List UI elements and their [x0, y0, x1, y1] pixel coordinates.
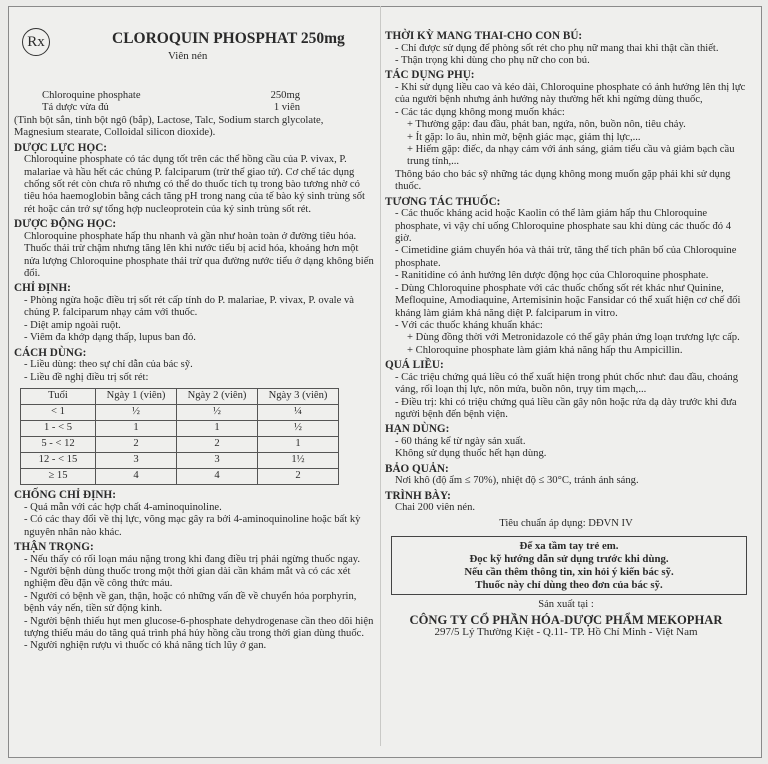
interaction-sub-item: + Dùng đồng thời với Metronidazole có thể gây phản ứng loạn trương lực cấp. [407, 332, 740, 344]
dosage-table [20, 388, 339, 485]
column-header: Ngày 2 (viên) [177, 389, 258, 405]
presentation-text: Chai 200 viên nén. [395, 502, 476, 514]
dosage-heading: CÁCH DÙNG: [14, 346, 87, 359]
side-effect-item: + Ít gặp: lo âu, nhìn mờ, bệnh giác mạc, giảm thị lực,... [407, 131, 641, 143]
table-cell: < 1 [21, 405, 96, 421]
overdose-heading: QUÁ LIỀU: [385, 359, 444, 372]
interaction-sub-item: + Chloroquine phosphate làm giảm khả năng hấp thu Ampicillin. [407, 344, 683, 356]
pharmacokinetics-text: Chloroquine phosphate hấp thu nhanh và gần như hoàn toàn ở đường tiêu hóa. Thuốc thải trừ chậm nhưng tăng lên khi nước tiểu bị acid hóa, khoảng hơn một nửa lượng Chloroquine phosphate thải trừ qua đường nước tiểu ở dạng không biến đổi. [24, 230, 374, 280]
contraindication-item: - Có các thay đổi về thị lực, võng mạc gây ra bởi 4-aminoquinoline hoặc bất kỳ nguyên nhân nào khác. [24, 514, 361, 538]
excipient-label: Tá dược vừa đủ [42, 102, 109, 114]
applied-standard: Tiêu chuẩn áp dụng: DĐVN IV [499, 517, 633, 529]
column-header: Ngày 1 (viên) [96, 389, 177, 405]
precautions-heading: THẬN TRỌNG: [14, 540, 94, 553]
contraindications-heading: CHỐNG CHỈ ĐỊNH: [14, 489, 116, 502]
interaction-item: - Dùng Chloroquine phosphate với các thuốc chống sốt rét khác như Quinine, Mefloquine, Amodiaquine, Artemisinin hoặc Fansidar có thể xuất hiện cơ chế đối kháng làm giảm khả năng diệt P. falciparum in vitro. [395, 282, 741, 319]
excipient-amount: 1 viên [273, 102, 300, 114]
composition-excipient [14, 102, 300, 114]
indication-item: - Viêm đa khớp dạng thấp, lupus ban đỏ. [24, 332, 196, 344]
table-row [21, 421, 339, 437]
table-cell: 2 [96, 437, 177, 453]
pregnancy-item: - Chỉ được sử dụng để phòng sốt rét cho phụ nữ mang thai khi thật cần thiết. [395, 42, 719, 54]
interaction-item: - Ranitidine có ảnh hưởng lên dược động học của Chloroquine phosphate. [395, 270, 709, 282]
pregnancy-heading: THỜI KỲ MANG THAI-CHO CON BÚ: [385, 30, 583, 42]
excipient-list: (Tinh bột sắn, tinh bột ngô (bắp), Lactose, Talc, Sodium starch glycolate, Magnesium stearate, Colloidal silicon dioxide). [14, 114, 324, 139]
warning-line: Nếu cần thêm thông tin, xin hỏi ý kiến bác sỹ. [464, 565, 674, 578]
table-cell: 4 [96, 469, 177, 485]
table-cell: ½ [177, 405, 258, 421]
pharmacokinetics-heading: DƯỢC ĐỘNG HỌC: [14, 218, 117, 231]
column-header: Ngày 3 (viên) [258, 389, 339, 405]
storage-heading: BẢO QUẢN: [385, 462, 449, 475]
interaction-item: - Với các thuốc kháng khuẩn khác: [395, 319, 543, 331]
product-title: CLOROQUIN PHOSPHAT 250mg [112, 30, 345, 47]
side-effects-intro2: - Các tác dụng không mong muốn khác: [395, 106, 565, 118]
pharmacodynamics-heading: DƯỢC LỰC HỌC: [14, 141, 108, 154]
expiry-heading: HẠN DÙNG: [385, 423, 450, 436]
warning-box [391, 536, 747, 595]
column-header: Tuổi [21, 389, 96, 405]
product-form: Viên nén [168, 50, 208, 62]
table-cell: 1 - < 5 [21, 421, 96, 437]
indication-item: - Phòng ngừa hoặc điều trị sốt rét cấp tính do P. malariae, P. vivax, P. ovale và chủng P. falciparum nhạy cảm với thuốc. [24, 295, 354, 319]
expiry-item: - 60 tháng kể từ ngày sản xuất. [395, 435, 526, 447]
overdose-item: - Điều trị: khi có triệu chứng quá liều cần gây nôn hoặc rửa dạ dày trước khi đưa người bệnh đến bệnh viện. [395, 396, 737, 420]
table-cell: 5 - < 12 [21, 437, 96, 453]
table-cell: 3 [96, 453, 177, 469]
indication-item: - Diệt amip ngoài ruột. [24, 319, 121, 331]
warning-line: Đọc kỹ hướng dẫn sử dụng trước khi dùng. [469, 552, 669, 565]
dosage-item: - Liều đề nghị điều trị sốt rét: [24, 371, 149, 383]
dosage-item: - Liều dùng: theo sự chỉ dẫn của bác sỹ. [24, 359, 193, 371]
composition-active [14, 90, 300, 102]
table-cell: 4 [177, 469, 258, 485]
side-effect-item: + Hiếm gặp: điếc, da nhạy cảm với ánh sáng, giảm tiểu cầu và giảm bạch cầu trung tính,... [407, 144, 735, 168]
table-cell: ¼ [258, 405, 339, 421]
active-ingredient-amount: 250mg [270, 90, 300, 101]
interaction-item: - Cimetidine giảm chuyển hóa và thải trừ, tăng thể tích phân bố của Chloroquine phosphate. [395, 245, 737, 269]
active-ingredient-name: Chloroquine phosphate [42, 90, 141, 101]
table-cell: 3 [177, 453, 258, 469]
expiry-item: Không sử dụng thuốc hết hạn dùng. [395, 448, 547, 460]
side-effects-intro: - Khi sử dụng liều cao và kéo dài, Chloroquine phosphate có ảnh hưởng lên thị lực của người bệnh nhưng ảnh hưởng này thường hết khi ngừng dùng thuốc, [395, 82, 746, 106]
table-cell: 1 [258, 437, 339, 453]
indications-heading: CHỈ ĐỊNH: [14, 282, 71, 295]
table-cell: 1 [177, 421, 258, 437]
table-row [21, 405, 339, 421]
warning-line: Thuốc này chỉ dùng theo đơn của bác sỹ. [475, 578, 663, 591]
precaution-item: - Nếu thấy có rối loạn máu nặng trong khi đang điều trị phải ngừng thuốc ngay. [24, 553, 361, 565]
table-cell: ≥ 15 [21, 469, 96, 485]
rx-prescription-icon: Rx [22, 28, 50, 56]
table-cell: 2 [258, 469, 339, 485]
left-column [14, 90, 376, 653]
table-cell: 2 [177, 437, 258, 453]
contraindication-item: - Quá mẫn với các hợp chất 4-aminoquinoline. [24, 501, 222, 513]
pharmacodynamics-text: Chloroquine phosphate có tác dụng tốt trên các thể hồng cầu của P. vivax, P. malariae và hầu hết các chủng P. falciparum (trừ thể giao tử). Cơ chế tác dụng chống sốt rét còn chưa rõ nhưng có thể do thuốc tích tụ trong bào tương nhờ có tiêu hóa haemoglobin bằng cách tăng pH trong nang của tế bào ký sinh trùng sốt rét hoặc cản trở sự tổng hợp nucleoprotein của ký sinh trùng sốt rét. [24, 154, 365, 215]
manufacturer-label: Sản xuất tại : [538, 599, 594, 611]
table-cell: 12 - < 15 [21, 453, 96, 469]
table-row [21, 469, 339, 485]
manufacturer-address: 297/5 Lý Thường Kiệt - Q.11- TP. Hồ Chí Minh - Việt Nam [434, 626, 698, 639]
overdose-item: - Các triệu chứng quá liều có thể xuất hiện trong phút chốc như: đau đầu, choáng váng, rối loạn thị lực, nôn mửa, buồn nôn, trụy tim mạch,... [395, 371, 739, 396]
side-effect-item: + Thường gặp: đau đầu, phát ban, ngứa, nôn, buồn nôn, tiêu chảy. [407, 119, 686, 131]
manufacturer-name: CÔNG TY CỔ PHẦN HÓA-DƯỢC PHẨM MEKOPHAR [409, 612, 723, 627]
interactions-heading: TƯƠNG TÁC THUỐC: [385, 195, 501, 208]
side-effects-note: Thông báo cho bác sỹ những tác dụng không mong muốn gặp phải khi sử dụng thuốc. [395, 168, 731, 193]
interaction-item: - Các thuốc kháng acid hoặc Kaolin có thể làm giảm hấp thu Chloroquine phosphate, vì vậy chỉ uống Chloroquine phosphate sau khi dùng các thuốc đó 4 giờ. [395, 208, 731, 245]
table-cell: ½ [96, 405, 177, 421]
table-cell: ½ [258, 421, 339, 437]
side-effects-heading: TÁC DỤNG PHỤ: [385, 69, 475, 82]
table-row [21, 453, 339, 469]
precaution-item: - Người nghiện rượu vì thuốc có khả năng tích lũy ở gan. [24, 640, 267, 652]
column-divider [380, 6, 381, 746]
precaution-item: - Người có bệnh về gan, thận, hoặc có những vấn đề về chuyển hóa porphyrin, bệnh vảy nến, tiền sử động kinh. [24, 590, 357, 615]
dosage-table-header [21, 389, 339, 405]
table-cell: 1 [96, 421, 177, 437]
warning-line: Để xa tầm tay trẻ em. [519, 540, 619, 553]
storage-text: Nơi khô (độ ẩm ≤ 70%), nhiệt độ ≤ 30°C, tránh ánh sáng. [395, 475, 639, 487]
pregnancy-item: - Thận trọng khi dùng cho phụ nữ cho con bú. [395, 55, 590, 66]
precaution-item: - Người bệnh dùng thuốc trong một thời gian dài cần khám mắt và có các xét nghiệm đều đặn về công thức máu. [24, 565, 351, 590]
right-column [385, 28, 747, 639]
table-cell: 1½ [258, 453, 339, 469]
presentation-heading: TRÌNH BÀY: [385, 489, 451, 502]
table-row [21, 437, 339, 453]
precaution-item: - Người bệnh thiếu hụt men glucose-6-phosphate dehydrogenase cần theo dõi hiện tượng thiếu máu do tăng quá trình phá hủy hồng cầu trong thời gian dùng thuốc. [24, 615, 374, 639]
